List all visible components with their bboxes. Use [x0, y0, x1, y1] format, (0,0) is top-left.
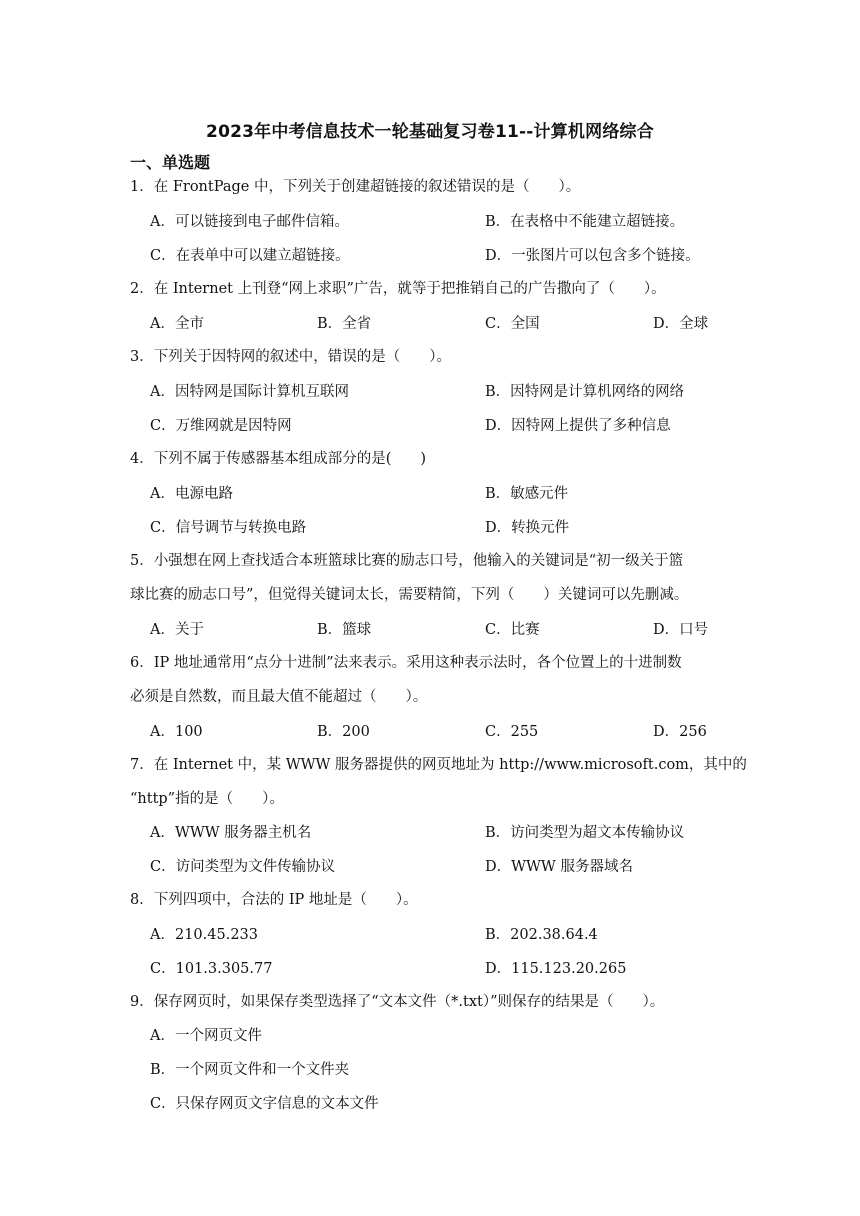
- question-4-option-d: D．转换元件: [485, 520, 570, 536]
- section-heading: 一、单选题: [130, 153, 211, 172]
- question-3-option-c: C．万维网就是因特网: [150, 418, 292, 434]
- question-6-option-b: B．200: [317, 724, 370, 740]
- question-2-option-b: B．全省: [317, 316, 372, 332]
- question-6-stem-line-2: 必须是自然数，而且最大值不能超过（ ）。: [130, 689, 428, 705]
- question-3-option-b: B．因特网是计算机网络的网络: [485, 384, 685, 400]
- question-2-option-d: D．全球: [653, 316, 709, 332]
- question-7-option-d: D．WWW 服务器域名: [485, 859, 633, 875]
- question-6-stem-line-1: 6．IP 地址通常用“点分十进制”法来表示。采用这种表示法时，各个位置上的十进制数: [130, 655, 682, 671]
- question-5-option-a: A．关于: [150, 622, 204, 638]
- question-9-option-c: C．只保存网页文字信息的文本文件: [150, 1096, 379, 1112]
- question-9-stem: 9．保存网页时，如果保存类型选择了“文本文件（*.txt）”则保存的结果是（ ）。: [130, 994, 665, 1010]
- question-5-option-b: B．篮球: [317, 622, 372, 638]
- question-5-stem-line-2: 球比赛的励志口号”，但觉得关键词太长，需要精简，下列（ ）关键词可以先删减。: [130, 587, 689, 603]
- question-5-stem-line-1: 5．小强想在网上查找适合本班篮球比赛的励志口号，他输入的关键词是“初一级关于篮: [130, 553, 684, 569]
- question-8-option-b: B．202.38.64.4: [485, 927, 598, 943]
- question-8-stem: 8．下列四项中，合法的 IP 地址是（ ）。: [130, 892, 418, 908]
- question-8-option-c: C．101.3.305.77: [150, 961, 273, 977]
- question-3-stem: 3．下列关于因特网的叙述中，错误的是（ ）。: [130, 349, 451, 365]
- question-1-option-a: A．可以链接到电子邮件信箱。: [150, 214, 349, 230]
- question-2-stem: 2．在 Internet 上刊登“网上求职”广告，就等于把推销自己的广告撒向了（ ）。: [130, 281, 666, 297]
- question-5-option-c: C．比赛: [485, 622, 540, 638]
- question-4-option-b: B．敏感元件: [485, 486, 569, 502]
- question-1-option-b: B．在表格中不能建立超链接。: [485, 214, 685, 230]
- question-4-stem: 4．下列不属于传感器基本组成部分的是( ): [130, 451, 427, 467]
- question-5-option-d: D．口号: [653, 622, 709, 638]
- question-7-stem-line-1: 7．在 Internet 中，某 WWW 服务器提供的网页地址为 http://www.microsoft.com，其中的: [130, 757, 747, 773]
- question-1-option-c: C．在表单中可以建立超链接。: [150, 248, 350, 264]
- question-1-option-d: D．一张图片可以包含多个链接。: [485, 248, 700, 264]
- question-1-stem: 1．在 FrontPage 中，下列关于创建超链接的叙述错误的是（ ）。: [130, 179, 581, 195]
- question-2-option-c: C．全国: [485, 316, 540, 332]
- question-8-option-d: D．115.123.20.265: [485, 961, 627, 977]
- question-7-option-a: A．WWW 服务器主机名: [150, 825, 312, 841]
- question-4-option-a: A．电源电路: [150, 486, 233, 502]
- question-6-option-c: C．255: [485, 724, 539, 740]
- question-2-option-a: A．全市: [150, 316, 204, 332]
- question-6-option-d: D．256: [653, 724, 707, 740]
- question-9-option-b: B．一个网页文件和一个文件夹: [150, 1062, 350, 1078]
- question-9-option-a: A．一个网页文件: [150, 1028, 262, 1044]
- question-8-option-a: A．210.45.233: [150, 927, 258, 943]
- question-6-option-a: A．100: [150, 724, 203, 740]
- question-7-stem-line-2: “http”指的是（ ）。: [130, 791, 284, 807]
- document-title: 2023年中考信息技术一轮基础复习卷11--计算机网络综合: [206, 122, 654, 142]
- question-3-option-a: A．因特网是国际计算机互联网: [150, 384, 349, 400]
- question-3-option-d: D．因特网上提供了多种信息: [485, 418, 671, 434]
- question-7-option-c: C．访问类型为文件传输协议: [150, 859, 336, 875]
- question-7-option-b: B．访问类型为超文本传输协议: [485, 825, 685, 841]
- question-4-option-c: C．信号调节与转换电路: [150, 520, 307, 536]
